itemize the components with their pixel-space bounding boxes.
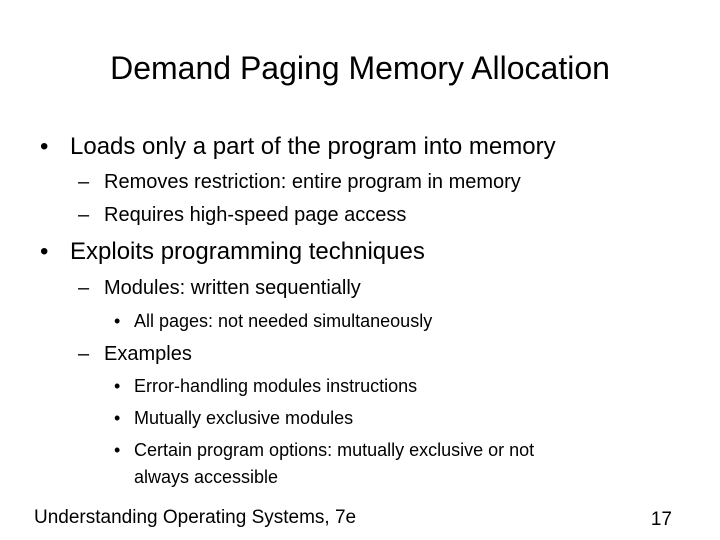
footer-book-title: Understanding Operating Systems, 7e [34,507,357,528]
bullet-text-level3: Certain program options: mutually exclusive or not [134,440,535,460]
bullet-text-level2: Modules: written sequentially [104,277,361,299]
dash-marker: – [78,343,90,365]
bullet-text-level1: Exploits programming techniques [70,238,425,265]
bullet-marker: • [114,311,121,331]
bullet-text-level1: Loads only a part of the program into memory [70,133,556,160]
bullet-marker: • [114,408,121,428]
bullet-marker: • [40,133,49,160]
bullet-marker: • [40,238,49,265]
bullet-text-level3: All pages: not needed simultaneously [134,311,433,331]
dash-marker: – [78,277,90,299]
bullet-marker: • [114,440,121,460]
bullet-text-level3-continuation: always accessible [134,467,279,487]
dash-marker: – [78,171,90,193]
bullet-text-level2: Requires high-speed page access [104,204,407,226]
slide-title: Demand Paging Memory Allocation [110,50,610,86]
bullet-marker: • [114,376,121,396]
page-number: 17 [650,509,672,530]
bullet-text-level2: Examples [104,343,192,365]
bullet-text-level3: Mutually exclusive modules [134,408,354,428]
bullet-text-level3: Error-handling modules instructions [134,376,418,396]
dash-marker: – [78,204,90,226]
bullet-text-level2: Removes restriction: entire program in memory [104,171,521,193]
